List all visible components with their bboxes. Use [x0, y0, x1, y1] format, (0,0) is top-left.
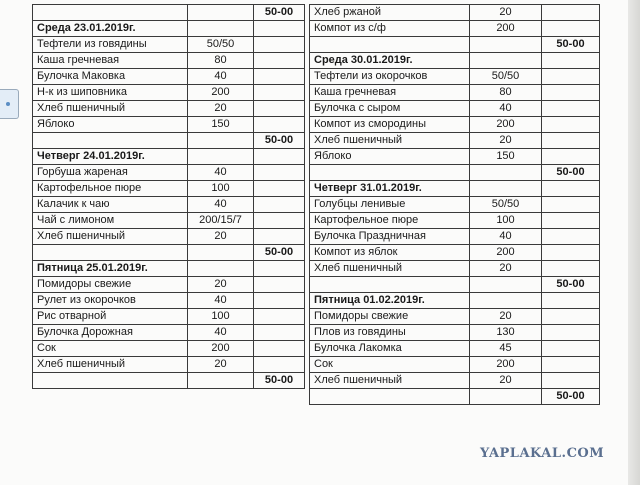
empty-cell	[33, 5, 188, 21]
dish-name: Булочка с сыром	[310, 101, 470, 117]
menu-item-row	[310, 325, 600, 341]
dish-name: Рулет из окорочков	[33, 293, 188, 309]
day-header-row	[310, 53, 600, 69]
dish-name: Булочка Праздничная	[310, 229, 470, 245]
empty-cell	[470, 181, 542, 197]
dish-name: Булочка Маковка	[33, 69, 188, 85]
empty-cell	[188, 373, 254, 389]
dish-name: Хлеб пшеничный	[310, 261, 470, 277]
empty-cell	[470, 389, 542, 405]
dish-weight: 20	[470, 133, 542, 149]
menu-item-row	[310, 341, 600, 357]
dish-name: Компот из яблок	[310, 245, 470, 261]
day-title: Пятница 25.01.2019г.	[33, 261, 188, 277]
empty-cell	[254, 117, 305, 133]
dish-weight: 20	[470, 5, 542, 21]
day-title: Четверг 24.01.2019г.	[33, 149, 188, 165]
empty-cell	[188, 21, 254, 37]
menu-item-row	[310, 133, 600, 149]
empty-cell	[542, 149, 600, 165]
day-title: Среда 30.01.2019г.	[310, 53, 470, 69]
empty-cell	[188, 133, 254, 149]
menu-item-row	[33, 101, 305, 117]
empty-cell	[542, 117, 600, 133]
empty-cell	[470, 165, 542, 181]
dish-name: Картофельное пюре	[33, 181, 188, 197]
dish-name: Хлеб пшеничный	[33, 101, 188, 117]
empty-cell	[33, 133, 188, 149]
empty-cell	[310, 37, 470, 53]
menu-item-row	[33, 325, 305, 341]
dish-weight: 200	[470, 117, 542, 133]
dot-icon	[6, 102, 10, 106]
menu-item-row	[33, 357, 305, 373]
dish-name: Горбуша жареная	[33, 165, 188, 181]
total-row	[33, 5, 305, 21]
total-price: 50-00	[542, 389, 600, 405]
empty-cell	[542, 245, 600, 261]
day-header-row	[33, 21, 305, 37]
menu-item-row	[310, 309, 600, 325]
page-edge	[628, 0, 640, 485]
empty-cell	[310, 165, 470, 181]
empty-cell	[254, 85, 305, 101]
empty-cell	[254, 213, 305, 229]
menu-table-left	[32, 4, 305, 389]
dish-name: Яблоко	[33, 117, 188, 133]
menu-item-row	[310, 197, 600, 213]
empty-cell	[310, 389, 470, 405]
menu-item-row	[33, 229, 305, 245]
day-header-row	[33, 149, 305, 165]
dish-name: Помидоры свежие	[310, 309, 470, 325]
dish-weight: 50/50	[470, 197, 542, 213]
dish-weight: 40	[188, 325, 254, 341]
dish-name: Плов из говядины	[310, 325, 470, 341]
dish-weight: 200	[188, 341, 254, 357]
dish-weight: 45	[470, 341, 542, 357]
dish-name: Яблоко	[310, 149, 470, 165]
empty-cell	[542, 101, 600, 117]
menu-item-row	[33, 181, 305, 197]
empty-cell	[254, 101, 305, 117]
empty-cell	[188, 149, 254, 165]
dish-name: Булочка Лакомка	[310, 341, 470, 357]
total-row	[33, 373, 305, 389]
dish-name: Чай с лимоном	[33, 213, 188, 229]
total-row	[310, 277, 600, 293]
menu-item-row	[310, 213, 600, 229]
total-price: 50-00	[254, 245, 305, 261]
empty-cell	[254, 37, 305, 53]
day-header-row	[310, 293, 600, 309]
menu-item-row	[310, 69, 600, 85]
empty-cell	[254, 165, 305, 181]
menu-item-row	[33, 85, 305, 101]
dish-weight: 40	[470, 229, 542, 245]
menu-item-row	[33, 53, 305, 69]
dish-weight: 20	[188, 101, 254, 117]
dish-name: Компот из с/ф	[310, 21, 470, 37]
empty-cell	[254, 229, 305, 245]
empty-cell	[310, 277, 470, 293]
day-title: Пятница 01.02.2019г.	[310, 293, 470, 309]
empty-cell	[542, 293, 600, 309]
dish-weight: 50/50	[470, 69, 542, 85]
empty-cell	[470, 53, 542, 69]
empty-cell	[542, 69, 600, 85]
dish-weight: 200/15/7	[188, 213, 254, 229]
total-price: 50-00	[254, 5, 305, 21]
total-price: 50-00	[542, 37, 600, 53]
empty-cell	[254, 261, 305, 277]
total-row	[310, 389, 600, 405]
empty-cell	[470, 293, 542, 309]
empty-cell	[542, 53, 600, 69]
empty-cell	[542, 21, 600, 37]
dish-weight: 150	[470, 149, 542, 165]
menu-item-row	[310, 85, 600, 101]
dish-weight: 100	[188, 181, 254, 197]
dish-weight: 40	[470, 101, 542, 117]
empty-cell	[542, 5, 600, 21]
empty-cell	[254, 149, 305, 165]
dish-weight: 40	[188, 69, 254, 85]
empty-cell	[470, 277, 542, 293]
dish-name: Хлеб пшеничный	[33, 229, 188, 245]
empty-cell	[254, 277, 305, 293]
dish-weight: 20	[188, 357, 254, 373]
dish-weight: 40	[188, 165, 254, 181]
total-row	[310, 165, 600, 181]
total-row	[310, 37, 600, 53]
dish-weight: 80	[188, 53, 254, 69]
empty-cell	[254, 357, 305, 373]
dish-name: Калачик к чаю	[33, 197, 188, 213]
menu-item-row	[33, 213, 305, 229]
empty-cell	[542, 261, 600, 277]
side-tab[interactable]	[0, 89, 19, 119]
menu-item-row	[310, 229, 600, 245]
day-title: Среда 23.01.2019г.	[33, 21, 188, 37]
empty-cell	[254, 309, 305, 325]
menu-item-row	[33, 37, 305, 53]
empty-cell	[542, 341, 600, 357]
menu-item-row	[310, 261, 600, 277]
empty-cell	[470, 37, 542, 53]
menu-item-row	[310, 117, 600, 133]
empty-cell	[254, 325, 305, 341]
menu-item-row	[310, 357, 600, 373]
day-header-row	[310, 181, 600, 197]
dish-name: Сок	[33, 341, 188, 357]
dish-weight: 200	[470, 357, 542, 373]
menu-item-row	[33, 309, 305, 325]
dish-weight: 20	[188, 277, 254, 293]
empty-cell	[542, 357, 600, 373]
dish-name: Каша гречневая	[33, 53, 188, 69]
watermark: YAPLAKAL.COM	[480, 446, 605, 461]
total-price: 50-00	[254, 373, 305, 389]
empty-cell	[254, 197, 305, 213]
day-header-row	[33, 261, 305, 277]
dish-name: Булочка Дорожная	[33, 325, 188, 341]
dish-name: Н-к из шиповника	[33, 85, 188, 101]
dish-name: Рис отварной	[33, 309, 188, 325]
dish-weight: 130	[470, 325, 542, 341]
dish-name: Каша гречневая	[310, 85, 470, 101]
empty-cell	[188, 5, 254, 21]
dish-name: Помидоры свежие	[33, 277, 188, 293]
dish-weight: 100	[470, 213, 542, 229]
empty-cell	[542, 197, 600, 213]
menu-item-row	[33, 165, 305, 181]
dish-name: Голубцы ленивые	[310, 197, 470, 213]
empty-cell	[254, 69, 305, 85]
dish-name: Картофельное пюре	[310, 213, 470, 229]
dish-weight: 20	[470, 261, 542, 277]
menu-item-row	[33, 117, 305, 133]
empty-cell	[542, 85, 600, 101]
menu-item-row	[33, 293, 305, 309]
dish-name: Тефтели из говядины	[33, 37, 188, 53]
dish-weight: 200	[470, 245, 542, 261]
dish-weight: 40	[188, 293, 254, 309]
menu-item-row	[33, 69, 305, 85]
menu-item-row	[33, 277, 305, 293]
empty-cell	[542, 181, 600, 197]
dish-weight: 100	[188, 309, 254, 325]
menu-item-row	[310, 149, 600, 165]
dish-weight: 150	[188, 117, 254, 133]
dish-weight: 50/50	[188, 37, 254, 53]
dish-weight: 20	[470, 373, 542, 389]
dish-weight: 80	[470, 85, 542, 101]
menu-item-row	[310, 21, 600, 37]
empty-cell	[254, 293, 305, 309]
empty-cell	[33, 373, 188, 389]
menu-item-row	[310, 101, 600, 117]
dish-name: Тефтели из окорочков	[310, 69, 470, 85]
empty-cell	[188, 261, 254, 277]
total-row	[33, 245, 305, 261]
dish-weight: 20	[188, 229, 254, 245]
menu-item-row	[33, 197, 305, 213]
dish-name: Компот из смородины	[310, 117, 470, 133]
total-row	[33, 133, 305, 149]
empty-cell	[188, 245, 254, 261]
dish-name: Хлеб ржаной	[310, 5, 470, 21]
menu-item-row	[310, 5, 600, 21]
dish-weight: 40	[188, 197, 254, 213]
dish-name: Хлеб пшеничный	[310, 133, 470, 149]
empty-cell	[542, 309, 600, 325]
menu-item-row	[33, 341, 305, 357]
total-price: 50-00	[542, 277, 600, 293]
total-price: 50-00	[254, 133, 305, 149]
empty-cell	[254, 21, 305, 37]
empty-cell	[542, 373, 600, 389]
empty-cell	[254, 341, 305, 357]
total-price: 50-00	[542, 165, 600, 181]
empty-cell	[542, 229, 600, 245]
dish-name: Хлеб пшеничный	[33, 357, 188, 373]
menu-item-row	[310, 245, 600, 261]
empty-cell	[33, 245, 188, 261]
empty-cell	[542, 133, 600, 149]
dish-weight: 20	[470, 309, 542, 325]
dish-weight: 200	[188, 85, 254, 101]
empty-cell	[254, 53, 305, 69]
day-title: Четверг 31.01.2019г.	[310, 181, 470, 197]
empty-cell	[542, 325, 600, 341]
dish-name: Хлеб пшеничный	[310, 373, 470, 389]
menu-table-right	[309, 4, 600, 405]
empty-cell	[542, 213, 600, 229]
dish-weight: 200	[470, 21, 542, 37]
dish-name: Сок	[310, 357, 470, 373]
empty-cell	[254, 181, 305, 197]
menu-item-row	[310, 373, 600, 389]
